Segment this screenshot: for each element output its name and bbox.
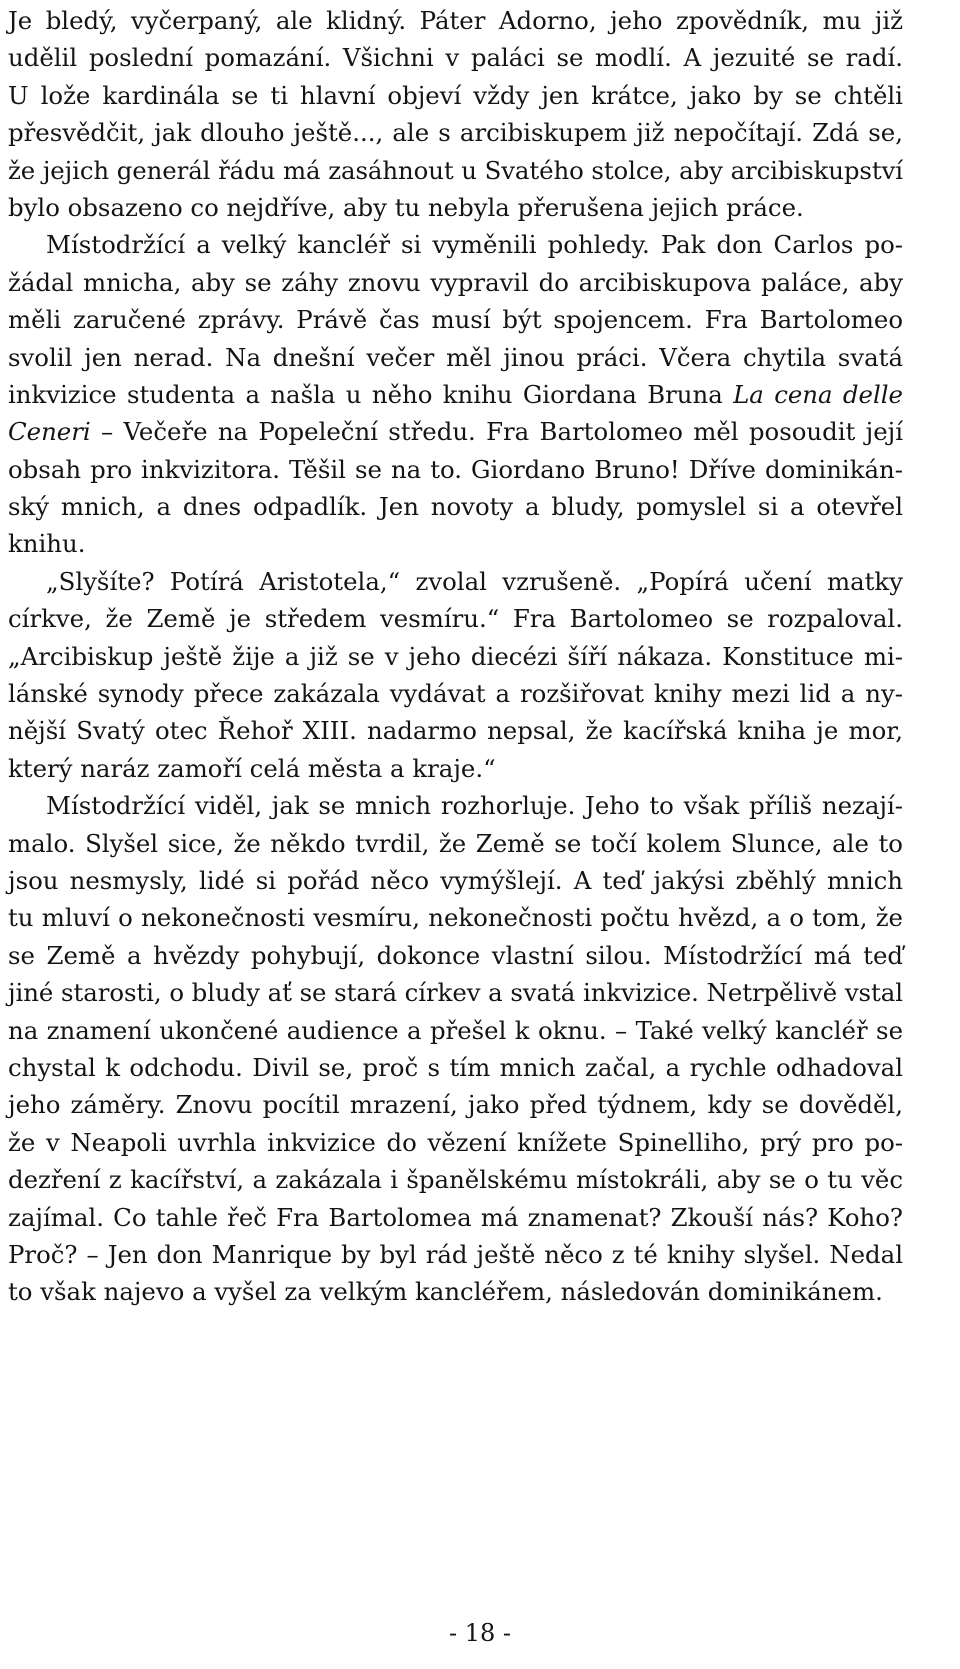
body-text (8, 2, 903, 1311)
text-line: Ceneri – Večeře na Popeleční středu. Fra Bartolomeo měl posoudit její (8, 417, 903, 447)
text-line: jsou nesmysly, lidé si pořád něco vymýšlejí. A teď jakýsi zběhlý mnich (8, 865, 903, 895)
italic-title: Ceneri (8, 417, 91, 447)
text-line: bylo obsazeno co nejdříve, aby tu nebyla přerušena jejich práce. (8, 192, 804, 222)
text-line: inkvizice studenta a našla u něho knihu Giordana Bruna La cena delle (8, 379, 903, 409)
text-line: knihu. (8, 529, 86, 559)
text-line: U lože kardinála se ti hlavní objeví vždy jen krátce, jako by se chtěli (8, 80, 903, 110)
text-line: obsah pro inkvizitora. Těšil se na to. Giordano Bruno! Dříve dominikán- (8, 454, 903, 484)
text-line: se Země a hvězdy pohybují, dokonce vlastní silou. Místodržící má teď (8, 940, 903, 970)
text-line: chystal k odchodu. Divil se, proč s tím mnich začal, a rychle odhadoval (8, 1052, 903, 1082)
text-line: tu mluví o nekonečnosti vesmíru, nekonečnosti počtu hvězd, a o tom, že (8, 903, 903, 933)
text-line: který naráz zamoří celá města a kraje.“ (8, 753, 496, 783)
text-line: Proč? – Jen don Manrique by byl rád ještě něco z té knihy slyšel. Nedal (8, 1239, 903, 1269)
page-number: - 18 - (448, 1619, 511, 1647)
text-line: že jejich generál řádu má zasáhnout u Svatého stolce, aby arcibiskupství (8, 155, 903, 185)
text-line: měli zaručené zprávy. Právě čas musí být spojencem. Fra Bartolomeo (8, 305, 903, 335)
text-line: jiné starosti, o bludy ať se stará církev a svatá inkvizice. Netrpělivě vstal (8, 978, 903, 1008)
text-line: Je bledý, vyčerpaný, ale klidný. Páter Adorno, jeho zpovědník, mu již (8, 6, 903, 35)
text-line: Místodržící a velký kancléř si vyměnili pohledy. Pak don Carlos po- (46, 230, 903, 260)
text-line: dezření z kacířství, a zakázala i španělskému místokráli, aby se o tu věc (8, 1165, 903, 1195)
text-line: přesvědčit, jak dlouho ještě..., ale s arcibiskupem již nepočítají. Zdá se, (8, 118, 903, 148)
text-line: jeho záměry. Znovu pocítil mrazení, jako před týdnem, kdy se dověděl, (8, 1090, 903, 1120)
text-line: to však najevo a vyšel za velkým kancléřem, následován dominikánem. (8, 1277, 883, 1307)
text-line: „Slyšíte? Potírá Aristotela,“ zvolal vzrušeně. „Popírá učení matky (46, 566, 903, 596)
text-line: zajímal. Co tahle řeč Fra Bartolomea má znamenat? Zkouší nás? Koho? (8, 1202, 903, 1232)
text-line: udělil poslední pomazání. Všichni v paláci se modlí. A jezuité se radí. (8, 43, 903, 73)
text-line: lánské synody přece zakázala vydávat a rozšiřovat knihy mezi lid a ny- (8, 679, 903, 709)
text-line: církve, že Země je středem vesmíru.“ Fra Bartolomeo se rozpaloval. (8, 604, 903, 634)
text-line: svolil jen nerad. Na dnešní večer měl jinou práci. Včera chytila svatá (8, 342, 903, 372)
italic-title: La cena delle (733, 379, 903, 409)
text-line: na znamení ukončené audience a přešel k oknu. – Také velký kancléř se (8, 1015, 903, 1045)
text-line: malo. Slyšel sice, že někdo tvrdil, že Země se točí kolem Slunce, ale to (8, 828, 903, 858)
text-line: že v Neapoli uvrhla inkvizice do vězení knížete Spinelliho, prý pro po- (8, 1127, 903, 1157)
text-line: nější Svatý otec Řehoř XIII. nadarmo nepsal, že kacířská kniha je mor, (8, 716, 903, 746)
text-line: ský mnich, a dnes odpadlík. Jen novoty a bludy, pomyslel si a otevřel (8, 492, 903, 522)
text-line: „Arcibiskup ještě žije a již se v jeho diecézi šíří nákaza. Konstituce mi- (8, 641, 903, 671)
text-line: Místodržící viděl, jak se mnich rozhorluje. Jeho to však příliš nezají- (46, 791, 903, 821)
text-line: žádal mnicha, aby se záhy znovu vypravil do arcibiskupova paláce, aby (8, 267, 903, 297)
